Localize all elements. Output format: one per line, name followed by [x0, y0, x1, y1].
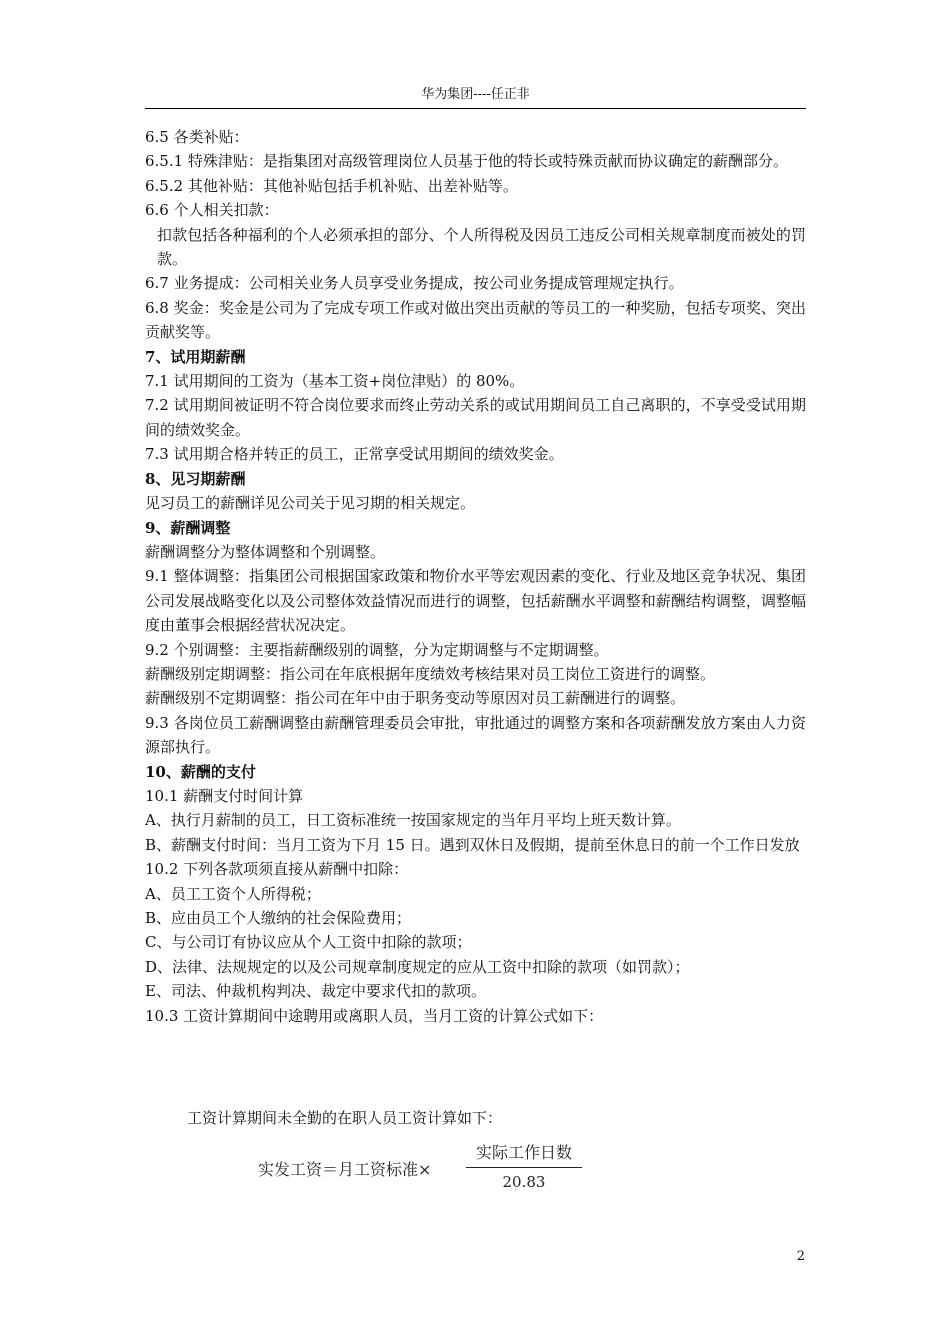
- formula-lhs: 实发工资＝月工资标准×: [258, 1160, 432, 1179]
- paragraph: 10.2 下列各款项须直接从薪酬中扣除：: [145, 860, 409, 879]
- section-heading: 8、见习期薪酬: [145, 469, 246, 488]
- paragraph: 9.1 整体调整：指集团公司根据国家政策和物价水平等宏观因素的变化、行业及地区竞争状况、集团公司发展战略变化以及公司整体效益情况而进行的调整，包括薪酬水平调整和薪酬结构调整，调整幅度由董事会根据经营状况决定。: [145, 567, 806, 635]
- paragraph: 7.1 试用期间的工资为（基本工资+岗位津贴）的 80%。: [145, 372, 525, 391]
- paragraph: 6.7 业务提成：公司相关业务人员享受业务提成，按公司业务提成管理规定执行。: [145, 274, 684, 293]
- fraction-bar: [466, 1167, 582, 1168]
- paragraph: 6.6 个人相关扣款：: [145, 201, 279, 220]
- paragraph: 扣款包括各种福利的个人必须承担的部分、个人所得税及因员工违反公司相关规章制度而被处的罚款。: [157, 225, 806, 269]
- paragraph: C、与公司订有协议应从个人工资中扣除的款项；: [145, 933, 472, 952]
- paragraph: 6.8 奖金：奖金是公司为了完成专项工作或对做出突出贡献的等员工的一种奖励，包括专项奖、突出贡献奖等。: [145, 298, 806, 342]
- formula-denominator: 20.83: [502, 1173, 546, 1191]
- page-number: 2: [796, 1249, 805, 1264]
- paragraph: 9.3 各岗位员工薪酬调整由薪酬管理委员会审批，审批通过的调整方案和各项薪酬发放方案由人力资源部执行。: [145, 713, 806, 757]
- section-heading: 10、薪酬的支付: [145, 762, 256, 781]
- section-heading: 9、薪酬调整: [145, 518, 231, 537]
- paragraph: 6.5.2 其他补贴：其他补贴包括手机补贴、出差补贴等。: [145, 176, 518, 195]
- formula-fraction: [466, 1142, 582, 1192]
- paragraph: 10.3 工资计算期间中途聘用或离职人员，当月工资的计算公式如下：: [145, 1006, 604, 1025]
- formula-numerator: 实际工作日数: [475, 1143, 572, 1162]
- paragraph: 10.1 薪酬支付时间计算: [145, 786, 304, 805]
- paragraph: D、法律、法规规定的以及公司规章制度规定的应从工资中扣除的款项（如罚款）；: [145, 957, 690, 976]
- salary-formula: [258, 1142, 598, 1202]
- paragraph: 9.2 个别调整：主要指薪酬级别的调整，分为定期调整与不定期调整。: [145, 640, 609, 659]
- paragraph: 6.5.1 特殊津贴：是指集团对高级管理岗位人员基于他的特长或特殊贡献而协议确定的薪酬部分。: [145, 152, 788, 171]
- formula-intro: 工资计算期间未全勤的在职人员工资计算如下：: [187, 1109, 503, 1127]
- document-body: [145, 125, 806, 1028]
- paragraph: B、薪酬支付时间：当月工资为下月 15 日。遇到双休日及假期，提前至休息日的前一个工作日发放: [145, 835, 800, 854]
- header-divider: [145, 108, 806, 109]
- paragraph: 薪酬调整分为整体调整和个别调整。: [145, 542, 386, 561]
- paragraph: 见习员工的薪酬详见公司关于见习期的相关规定。: [145, 494, 476, 513]
- section-heading: 7、试用期薪酬: [145, 347, 246, 366]
- page-header: 华为集团----任正非: [421, 87, 530, 102]
- paragraph: 薪酬级别定期调整：指公司在年底根据年度绩效考核结果对员工岗位工资进行的调整。: [145, 664, 716, 683]
- paragraph: E、司法、仲裁机构判决、裁定中要求代扣的款项。: [145, 982, 486, 1001]
- paragraph: A、员工工资个人所得税；: [145, 884, 321, 903]
- paragraph: 7.2 试用期间被证明不符合岗位要求而终止劳动关系的或试用期间员工自己离职的，不享受受试用期间的绩效奖金。: [145, 396, 806, 439]
- paragraph: 6.5 各类补贴：: [145, 128, 249, 146]
- paragraph: B、应由员工个人缴纳的社会保险费用；: [145, 909, 412, 927]
- paragraph: A、执行月薪制的员工，日工资标准统一按国家规定的当年月平均上班天数计算。: [145, 811, 681, 830]
- paragraph: 薪酬级别不定期调整：指公司在年中由于职务变动等原因对员工薪酬进行的调整。: [145, 689, 686, 708]
- paragraph: 7.3 试用期合格并转正的员工，正常享受试用期间的绩效奖金。: [145, 445, 564, 464]
